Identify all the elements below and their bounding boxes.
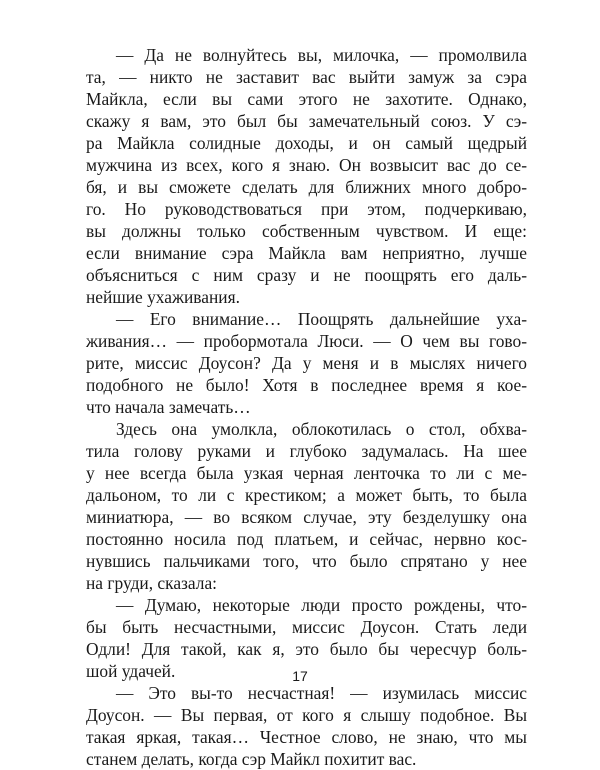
text-line: живания… — пробормотала Люси. — О чем вы гово- <box>86 331 527 351</box>
text-line: объясниться с ним сразу и не поощрять его даль- <box>86 265 527 285</box>
text-line: — Его внимание… Поощрять дальнейшие уха- <box>116 309 527 329</box>
text-line: миниатюра, — во всяком случае, эту безделушку она <box>86 507 527 527</box>
text-line: — Да не волнуйтесь вы, милочка, — промолвила <box>116 45 527 65</box>
text-line: что начала замечать… <box>86 397 251 417</box>
text-line: та, — никто не заставит вас выйти замуж за сэра <box>86 67 527 87</box>
text-line: нейшие ухаживания. <box>86 287 240 307</box>
text-line: такая яркая, такая… Честное слово, не знаю, что мы <box>86 727 527 747</box>
text-line: дальоном, то ли с крестиком; а может быть, то была <box>86 485 527 505</box>
text-line: Одли! Для такой, как я, это было бы чересчур боль- <box>86 639 527 659</box>
text-line: бы быть несчастными, миссис Доусон. Стать леди <box>86 617 527 637</box>
text-line: мужчина из всех, кого я знаю. Он возвысит вас до се- <box>86 155 527 175</box>
text-line: — Думаю, некоторые люди просто рождены, что- <box>116 595 527 615</box>
text-line: скажу я вам, это был бы замечательный союз. У сэ- <box>86 111 527 131</box>
text-line: нувшись пальчиками того, что было спрятано у нее <box>86 551 527 571</box>
text-line: шой удачей. <box>86 661 176 681</box>
text-line: тила голову руками и глубоко задумалась. На шее <box>86 441 527 461</box>
text-line: у нее всегда была узкая черная ленточка то ли с ме- <box>86 463 527 483</box>
body-text <box>86 44 527 770</box>
text-line: станем делать, когда сэр Майкл похитит вас. <box>86 749 417 769</box>
text-line: на груди, сказала: <box>86 573 218 593</box>
text-line: вы должны только собственным чувством. И еще: <box>86 221 527 241</box>
page-number: 17 <box>292 668 308 684</box>
text-line: постоянно носила под платьем, и сейчас, нервно кос- <box>86 529 527 549</box>
text-line: ра Майкла солидные доходы, и он самый щедрый <box>86 133 527 153</box>
text-line: рите, миссис Доусон? Да у меня и в мыслях ничего <box>86 353 527 373</box>
text-line: подобного не было! Хотя в последнее время я кое- <box>86 375 527 395</box>
text-line: го. Но руководствоваться при этом, подчеркиваю, <box>86 199 527 219</box>
text-line: — Это вы-то несчастная! — изумилась миссис <box>116 683 527 703</box>
text-line: Доусон. — Вы первая, от кого я слышу подобное. Вы <box>86 705 527 725</box>
text-line: если внимание сэра Майкла вам неприятно, лучше <box>86 243 527 263</box>
text-line: бя, и вы сможете сделать для ближних много добро- <box>86 177 527 197</box>
text-line: Майкла, если вы сами этого не захотите. Однако, <box>86 89 527 109</box>
text-line: Здесь она умолкла, облокотилась о стол, обхва- <box>116 419 527 439</box>
